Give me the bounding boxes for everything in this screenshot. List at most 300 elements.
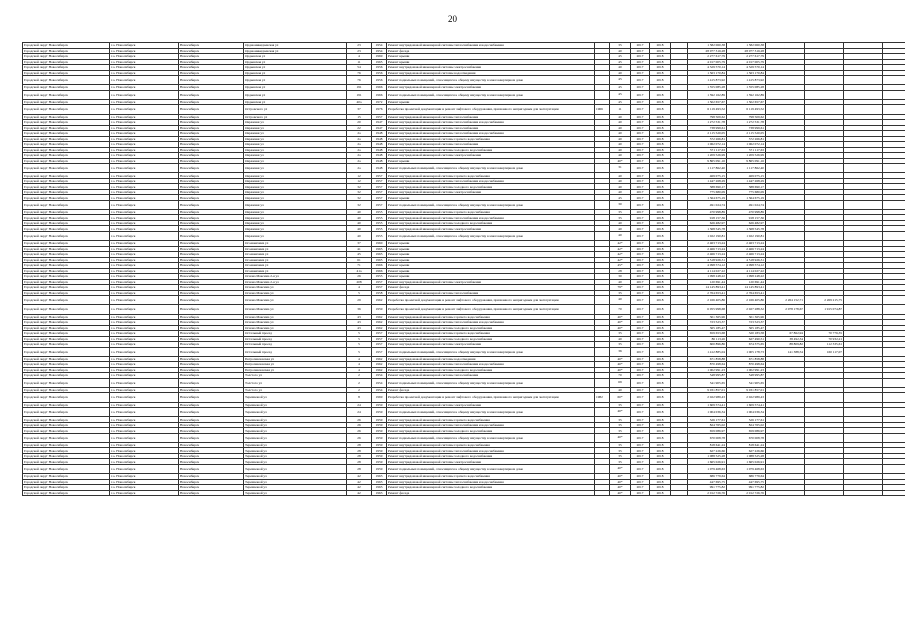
street-cell: Толстого ул [244, 387, 347, 393]
settlement-cell: Новосибирск [179, 387, 244, 393]
work-type-cell: Ремонт внутридомовой инженерной системы электроснабжения [387, 459, 595, 465]
house-number-cell: 40а [347, 99, 372, 105]
work-type-cell: Разработка проектной документации и ремонт лифтового оборудования, признанного непригодным для эксплуатации [387, 393, 595, 402]
wear-cell: 60* [610, 393, 631, 402]
house-number-cell: 24 [347, 408, 372, 417]
settlement-type-cell: г.о. Новосибирск [110, 195, 179, 201]
build-year-cell: 1948 [372, 153, 387, 159]
start-year-cell: 2017 [631, 459, 650, 465]
work-type-cell: Ремонт внутридомовой инженерной системы теплоснабжения и водоснабжения [387, 448, 595, 454]
cost-part-4-cell [844, 76, 883, 85]
start-year-cell: 2017 [631, 164, 650, 173]
start-year-cell: 2017 [631, 428, 650, 434]
house-number-cell: 37 [347, 105, 372, 114]
total-cost-cell: 1 004 036,34 [688, 408, 727, 417]
work-type-cell: Ремонт внутридомовой инженерной системы холодного водоснабжения [387, 336, 595, 342]
street-cell: Овражная ул [244, 178, 347, 184]
house-number-cell: 43 [347, 325, 372, 331]
fund-cost-cell: 1 665 026,91 [727, 459, 766, 465]
wear-cell: 45 [610, 76, 631, 85]
settlement-cell: Новосибирск [179, 231, 244, 240]
street-cell: Овражная ул [244, 153, 347, 159]
settlement-type-cell: г.о. Новосибирск [110, 314, 179, 320]
build-year-cell: 1957 [372, 189, 387, 195]
total-cost-cell: 6 119 493,52 [688, 105, 727, 114]
build-year-cell: 1948 [372, 147, 387, 153]
wear-cell: 45 [610, 195, 631, 201]
settlement-type-cell: г.о. Новосибирск [110, 320, 179, 326]
cost-part-3-cell [805, 393, 844, 402]
street-cell: Овражная ул [244, 200, 347, 209]
house-number-cell: 15 [347, 114, 372, 120]
start-year-cell: 2017 [631, 433, 650, 442]
wear-cell: 35 [610, 209, 631, 215]
build-year-cell: 1972 [372, 99, 387, 105]
wear-cell: 40* [610, 158, 631, 164]
build-year-cell: 1963 [372, 474, 387, 480]
municipality-cell: Городской округ Новосибирск [23, 336, 110, 342]
start-year-cell: 2017 [631, 226, 650, 232]
build-year-cell: 1959 [372, 459, 387, 465]
wear-cell: 30 [610, 200, 631, 209]
municipality-cell: Городской округ Новосибирск [23, 136, 110, 142]
extra-year-cell: 1982 [595, 393, 610, 402]
wear-cell: 40 [610, 153, 631, 159]
settlement-cell: Новосибирск [179, 279, 244, 285]
build-year-cell: 1947 [372, 125, 387, 131]
settlement-type-cell: г.о. Новосибирск [110, 474, 179, 480]
cost-part-3-cell [805, 378, 844, 387]
work-type-cell: Ремонт внутридомовой инженерной системы электроснабжения [387, 279, 595, 285]
municipality-cell: Городской округ Новосибирск [23, 215, 110, 221]
municipality-cell: Городской округ Новосибирск [23, 305, 110, 314]
fund-cost-cell: 824 765,02 [727, 422, 766, 428]
street-cell: Овражная ул [244, 125, 347, 131]
blank-cell [671, 296, 688, 305]
work-type-cell: Ремонт внутридомовой инженерной системы теплоснабжения и водоснабжения [387, 422, 595, 428]
settlement-type-cell: г.о. Новосибирск [110, 387, 179, 393]
cost-part-4-cell [844, 296, 883, 305]
blank-cell [671, 305, 688, 314]
wear-cell: 42* [610, 257, 631, 263]
house-number-cell: 4 [347, 367, 372, 373]
settlement-cell: Новосибирск [179, 367, 244, 373]
cost-part-2-cell [766, 90, 805, 99]
street-cell: Овражная ул [244, 142, 347, 148]
end-year-cell: 2018 [650, 215, 671, 221]
house-number-cell: 40 [347, 231, 372, 240]
municipality-cell: Городской округ Новосибирск [23, 378, 110, 387]
settlement-cell: Новосибирск [179, 356, 244, 362]
fund-cost-cell: 470 998,89 [727, 209, 766, 215]
work-type-cell: Ремонт внутридомовой инженерной системы холодного водоснабжения [387, 428, 595, 434]
municipality-cell: Городской округ Новосибирск [23, 153, 110, 159]
house-number-cell: 42 [347, 479, 372, 485]
fund-cost-cell: 1 209 526,99 [727, 153, 766, 159]
build-year-cell: 1959 [372, 448, 387, 454]
build-year-cell: 1954 [372, 43, 387, 49]
build-year-cell: 1966 [372, 85, 387, 91]
street-cell: Остальный проезд [244, 347, 347, 356]
settlement-cell: Новосибирск [179, 54, 244, 60]
fund-cost-cell: 28 077 316,28 [727, 48, 766, 54]
total-cost-cell: 2 166 405,86 [688, 296, 727, 305]
settlement-type-cell: г.о. Новосибирск [110, 85, 179, 91]
street-cell: Овражная ул [244, 209, 347, 215]
build-year-cell: 1959 [372, 305, 387, 314]
end-year-cell: 2018 [650, 408, 671, 417]
table-row [23, 408, 905, 417]
fund-cost-cell: 1 582 060,38 [727, 43, 766, 49]
total-cost-cell: 9 865 091,16 [688, 158, 727, 164]
cost-part-2-cell [766, 231, 805, 240]
start-year-cell: 2017 [631, 448, 650, 454]
work-type-cell: Ремонт внутридомовой инженерной системы электроснабжения [387, 226, 595, 232]
fund-cost-cell: 1 563 170,84 [727, 70, 766, 76]
end-year-cell: 2018 [650, 305, 671, 314]
wear-cell: 40 [610, 231, 631, 240]
settlement-cell: Новосибирск [179, 200, 244, 209]
work-type-cell: Ремонт крыши [387, 241, 595, 247]
work-type-cell: Ремонт внутридомовой инженерной системы электроснабжения [387, 85, 595, 91]
blank-cell [671, 378, 688, 387]
cost-part-3-cell [805, 200, 844, 209]
street-cell: Орджоникидзевская ул [244, 43, 347, 49]
start-year-cell: 2017 [631, 417, 650, 423]
municipality-cell: Городской округ Новосибирск [23, 314, 110, 320]
build-year-cell: 1962 [372, 356, 387, 362]
municipality-cell: Городской округ Новосибирск [23, 120, 110, 126]
settlement-type-cell: г.о. Новосибирск [110, 90, 179, 99]
house-number-cell: 42 [347, 485, 372, 491]
municipality-cell: Городской округ Новосибирск [23, 296, 110, 305]
blank-cell [671, 347, 688, 356]
cost-part-4-cell [844, 231, 883, 240]
settlement-type-cell: г.о. Новосибирск [110, 231, 179, 240]
municipality-cell: Городской округ Новосибирск [23, 173, 110, 179]
municipality-cell: Городской округ Новосибирск [23, 362, 110, 368]
municipality-cell: Городской округ Новосибирск [23, 325, 110, 331]
build-year-cell: 1962 [372, 362, 387, 368]
work-type-cell: Ремонт внутридомовой инженерной системы теплоснабжения и водоснабжения [387, 215, 595, 221]
build-year-cell: 1954 [372, 373, 387, 379]
cost-part-4-cell [844, 378, 883, 387]
settlement-type-cell: г.о. Новосибирск [110, 347, 179, 356]
table-row [23, 433, 905, 442]
start-year-cell: 2017 [631, 76, 650, 85]
fund-cost-cell: 1 062 072,14 [727, 142, 766, 148]
wear-cell: 45 [610, 54, 631, 60]
end-year-cell: 2018 [650, 314, 671, 320]
end-year-cell: 2018 [650, 136, 671, 142]
total-cost-cell: 991 775,82 [688, 485, 727, 491]
municipality-cell: Городской округ Новосибирск [23, 231, 110, 240]
work-type-cell: Ремонт крыши [387, 263, 595, 269]
start-year-cell: 2017 [631, 257, 650, 263]
build-year-cell: 1957 [372, 200, 387, 209]
municipality-cell: Городской округ Новосибирск [23, 200, 110, 209]
build-year-cell: 1956 [372, 65, 387, 71]
build-year-cell: 1959 [372, 433, 387, 442]
municipality-cell: Городской округ Новосибирск [23, 331, 110, 337]
work-type-cell: Ремонт крыши [387, 268, 595, 274]
settlement-cell: Новосибирск [179, 336, 244, 342]
settlement-cell: Новосибирск [179, 142, 244, 148]
build-year-cell: 1957 [372, 279, 387, 285]
street-cell: Терешковой ул [244, 448, 347, 454]
end-year-cell: 2018 [650, 189, 671, 195]
municipality-cell: Городской округ Новосибирск [23, 90, 110, 99]
house-number-cell: 208 [347, 279, 372, 285]
total-cost-cell: 365 185,47 [688, 325, 727, 331]
start-year-cell: 2017 [631, 331, 650, 337]
work-type-cell: Ремонт внутридомовой инженерной системы теплоснабжения [387, 373, 595, 379]
settlement-cell: Новосибирск [179, 373, 244, 379]
settlement-cell: Новосибирск [179, 114, 244, 120]
trailing-cell [883, 393, 905, 402]
house-number-cell: 76 [347, 70, 372, 76]
table-row [23, 231, 905, 240]
end-year-cell: 2018 [650, 257, 671, 263]
work-type-cell: Ремонт внутридомовой инженерной системы холодного водоснабжения [387, 220, 595, 226]
street-cell: Ордынская ул [244, 70, 347, 76]
settlement-cell: Новосибирск [179, 158, 244, 164]
municipality-cell: Городской округ Новосибирск [23, 442, 110, 448]
total-cost-cell: 671 858,88 [688, 356, 727, 362]
total-cost-cell: 1 098 248,22 [688, 274, 727, 280]
cost-part-2-cell [766, 408, 805, 417]
settlement-type-cell: г.о. Новосибирск [110, 241, 179, 247]
wear-cell: 40 [610, 48, 631, 54]
work-type-cell: Ремонт внутридомовой инженерной системы теплоснабжения [387, 125, 595, 131]
cost-part-4-cell [844, 347, 883, 356]
end-year-cell: 2018 [650, 48, 671, 54]
wear-cell: 40* [610, 314, 631, 320]
street-cell: Основа Максима ул [244, 285, 347, 291]
street-cell: Ордынская ул [244, 59, 347, 65]
municipality-cell: Городской округ Новосибирск [23, 178, 110, 184]
work-type-cell: Ремонт фасада [387, 387, 595, 393]
house-number-cell: 26 [347, 428, 372, 434]
settlement-type-cell: г.о. Новосибирск [110, 417, 179, 423]
extra-year-cell [595, 200, 610, 209]
total-cost-cell: 526 177,61 [688, 417, 727, 423]
start-year-cell: 2017 [631, 362, 650, 368]
municipality-cell: Городской округ Новосибирск [23, 474, 110, 480]
cost-part-2-cell: 2 264 152,71 [766, 296, 805, 305]
street-cell: Овражная ул [244, 189, 347, 195]
municipality-cell: Городской округ Новосибирск [23, 448, 110, 454]
cost-part-4-cell [844, 305, 883, 314]
build-year-cell: 1959 [372, 408, 387, 417]
start-year-cell: 2017 [631, 158, 650, 164]
blank-cell [671, 231, 688, 240]
end-year-cell: 2018 [650, 178, 671, 184]
street-cell: Терешковой ул [244, 422, 347, 428]
municipality-cell: Городской округ Новосибирск [23, 48, 110, 54]
work-type-cell: Ремонт внутридомовой инженерной системы электроснабжения [387, 65, 595, 71]
total-cost-cell: 1 582 060,38 [688, 43, 727, 49]
start-year-cell: 2017 [631, 54, 650, 60]
municipality-cell: Городской округ Новосибирск [23, 367, 110, 373]
cost-part-4-cell [844, 164, 883, 173]
build-year-cell: 1954 [372, 48, 387, 54]
street-cell: Основа Максима ул [244, 305, 347, 314]
settlement-cell: Новосибирск [179, 48, 244, 54]
total-cost-cell: 4 098 574,12 [688, 263, 727, 269]
work-type-cell: Ремонт подвальных помещений, относящихся к общему имуществу в многоквартирном доме [387, 164, 595, 173]
total-cost-cell: 6 055 998,68 [688, 305, 727, 314]
work-type-cell: Ремонт фасада [387, 490, 595, 496]
settlement-cell: Новосибирск [179, 195, 244, 201]
settlement-type-cell: г.о. Новосибирск [110, 252, 179, 258]
build-year-cell: 1957 [372, 184, 387, 190]
municipality-cell: Городской округ Новосибирск [23, 285, 110, 291]
trailing-cell [883, 347, 905, 356]
municipality-cell: Городской округ Новосибирск [23, 459, 110, 465]
total-cost-cell: 1 117 862,40 [688, 164, 727, 173]
end-year-cell: 2018 [650, 173, 671, 179]
end-year-cell: 2018 [650, 90, 671, 99]
end-year-cell: 2018 [650, 422, 671, 428]
settlement-type-cell: г.о. Новосибирск [110, 325, 179, 331]
settlement-type-cell: г.о. Новосибирск [110, 274, 179, 280]
municipality-cell: Городской округ Новосибирск [23, 464, 110, 473]
start-year-cell: 2017 [631, 453, 650, 459]
work-type-cell: Ремонт внутридомовой инженерной системы теплоснабжения и водоснабжения [387, 362, 595, 368]
start-year-cell: 2017 [631, 268, 650, 274]
total-cost-cell: 1 022 190,81 [688, 231, 727, 240]
table-row [23, 200, 905, 209]
end-year-cell: 2018 [650, 464, 671, 473]
house-number-cell: 2а [347, 153, 372, 159]
end-year-cell: 2018 [650, 125, 671, 131]
extra-year-cell [595, 164, 610, 173]
house-number-cell: 5 [347, 331, 372, 337]
end-year-cell: 2018 [650, 279, 671, 285]
work-type-cell: Ремонт внутридомовой инженерной системы горячего водоснабжения [387, 173, 595, 179]
settlement-type-cell: г.о. Новосибирск [110, 490, 179, 496]
trailing-cell [883, 164, 905, 173]
house-number-cell: 5 [347, 347, 372, 356]
end-year-cell: 2018 [650, 76, 671, 85]
house-number-cell: 32 [347, 195, 372, 201]
settlement-cell: Новосибирск [179, 314, 244, 320]
wear-cell: 35 [610, 331, 631, 337]
street-cell: Осоавиахима ул [244, 252, 347, 258]
total-cost-cell: 469 075,15 [688, 173, 727, 179]
total-cost-cell: 491 024,74 [688, 200, 727, 209]
settlement-cell: Новосибирск [179, 184, 244, 190]
settlement-type-cell: г.о. Новосибирск [110, 65, 179, 71]
house-number-cell: 32 [347, 184, 372, 190]
cost-part-3-cell [805, 464, 844, 473]
settlement-type-cell: г.о. Новосибирск [110, 76, 179, 85]
work-type-cell: Ремонт внутридомовой инженерной системы горячего водоснабжения [387, 136, 595, 142]
wear-cell: 35 [610, 448, 631, 454]
street-cell: Терешковой ул [244, 408, 347, 417]
settlement-cell: Новосибирск [179, 76, 244, 85]
end-year-cell: 2018 [650, 114, 671, 120]
start-year-cell: 2017 [631, 189, 650, 195]
wear-cell: 40* [610, 490, 631, 496]
end-year-cell: 2018 [650, 474, 671, 480]
fund-cost-cell: 120 691,44 [727, 279, 766, 285]
cost-part-2-cell [766, 490, 805, 496]
blank-cell [671, 105, 688, 114]
settlement-type-cell: г.о. Новосибирск [110, 263, 179, 269]
trailing-cell [883, 76, 905, 85]
street-cell: Овражная ул [244, 184, 347, 190]
cost-part-3-cell: 160 117,07 [805, 347, 844, 356]
street-cell: Терешковой ул [244, 393, 347, 402]
total-cost-cell: 738 999,61 [688, 125, 727, 131]
settlement-type-cell: г.о. Новосибирск [110, 131, 179, 137]
settlement-type-cell: г.о. Новосибирск [110, 153, 179, 159]
table-row [23, 296, 905, 305]
fund-cost-cell: 301 365,96 [727, 314, 766, 320]
house-number-cell: 20 [347, 120, 372, 126]
start-year-cell: 2017 [631, 246, 650, 252]
street-cell: Основа Максима 2-я ул [244, 279, 347, 285]
cost-part-3-cell [805, 105, 844, 114]
build-year-cell: 1959 [372, 417, 387, 423]
end-year-cell: 2018 [650, 147, 671, 153]
build-year-cell: 1957 [372, 331, 387, 337]
settlement-type-cell: г.о. Новосибирск [110, 48, 179, 54]
total-cost-cell: 470 998,89 [688, 209, 727, 215]
settlement-cell: Новосибирск [179, 147, 244, 153]
settlement-cell: Новосибирск [179, 246, 244, 252]
settlement-type-cell: г.о. Новосибирск [110, 279, 179, 285]
wear-cell: 40* [610, 367, 631, 373]
house-number-cell: 12 [347, 173, 372, 179]
build-year-cell: 1954 [372, 378, 387, 387]
build-year-cell: 1966 [372, 268, 387, 274]
settlement-type-cell: г.о. Новосибирск [110, 305, 179, 314]
total-cost-cell: 301 365,96 [688, 314, 727, 320]
fund-cost-cell: 723 523,37 [727, 320, 766, 326]
wear-cell: 40* [610, 474, 631, 480]
settlement-type-cell: г.о. Новосибирск [110, 158, 179, 164]
fund-cost-cell: 9 865 091,16 [727, 158, 766, 164]
cost-part-4-cell [844, 393, 883, 402]
total-cost-cell: 2 012 726,76 [688, 490, 727, 496]
fund-cost-cell: 626 482,97 [727, 220, 766, 226]
start-year-cell: 2017 [631, 274, 650, 280]
wear-cell: 35 [610, 290, 631, 296]
municipality-cell: Городской округ Новосибирск [23, 241, 110, 247]
work-type-cell: Ремонт внутридомовой инженерной системы теплоснабжения [387, 290, 595, 296]
fund-cost-cell: 9 031 857,01 [727, 387, 766, 393]
end-year-cell: 2018 [650, 164, 671, 173]
end-year-cell: 2018 [650, 85, 671, 91]
start-year-cell: 2017 [631, 70, 650, 76]
municipality-cell: Городской округ Новосибирск [23, 85, 110, 91]
street-cell: Осоавиахима ул [244, 241, 347, 247]
municipality-cell: Городской округ Новосибирск [23, 490, 110, 496]
table-row [23, 347, 905, 356]
settlement-type-cell: г.о. Новосибирск [110, 453, 179, 459]
municipality-cell: Городской округ Новосибирск [23, 257, 110, 263]
start-year-cell: 2017 [631, 215, 650, 221]
settlement-cell: Новосибирск [179, 285, 244, 291]
settlement-cell: Новосибирск [179, 257, 244, 263]
house-number-cell: 76 [347, 76, 372, 85]
work-type-cell: Ремонт крыши [387, 257, 595, 263]
total-cost-cell: 627 226,66 [688, 448, 727, 454]
total-cost-cell: 1 415 873,92 [688, 76, 727, 85]
